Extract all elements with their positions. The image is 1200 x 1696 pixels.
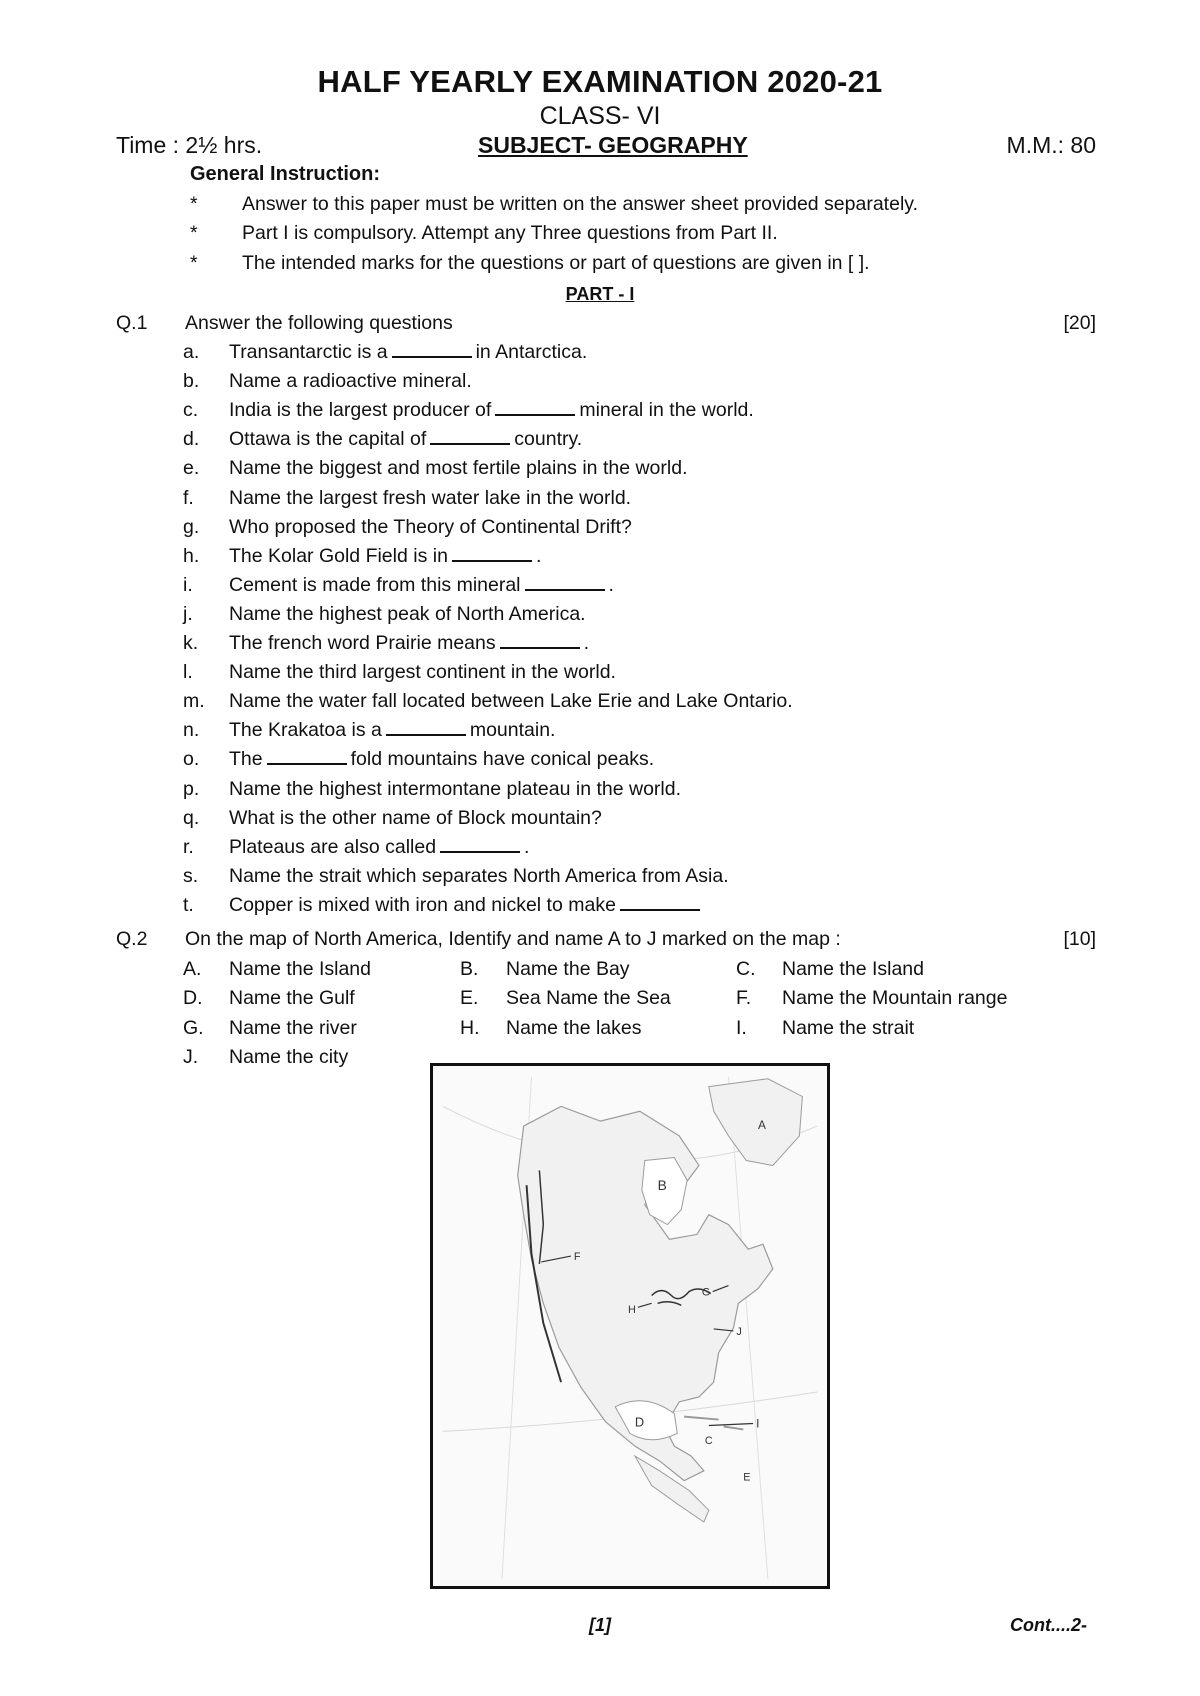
item-letter: I. [736,1016,747,1039]
fill-in-blank [267,749,347,765]
item-text [229,574,614,597]
subject-label: SUBJECT- GEOGRAPHY [478,132,748,158]
question-text: Answer the following questions [185,312,453,334]
item-text-before: Name the water fall located between Lake Erie and Lake Ontario. [229,690,793,713]
item-text-before: India is the largest producer of [229,399,492,422]
fill-in-blank [386,720,466,736]
item-text-before: Name the strait which separates North America from Asia. [229,864,729,887]
caribbean-islands [684,1417,743,1430]
item-letter: j. [183,602,193,625]
item-text: Name the river [229,1016,357,1039]
item-text-after: . [583,632,590,654]
item-text [229,603,586,626]
item-text [229,632,589,655]
item-letter: e. [183,457,200,480]
part-label: PART - I [565,284,635,304]
map-label-j: J [736,1325,742,1338]
item-text: Name the Island [229,958,371,980]
instruction-text: Part I is compulsory. Attempt any Three questions from Part II. [242,222,778,244]
time-allowed: Time : 2½ hrs. [116,132,263,158]
item-letter: b. [183,370,200,393]
item-letter: r. [183,835,194,858]
item-letter: p. [183,777,200,800]
instruction-text: The intended marks for the questions or part of questions are given in [ ]. [242,252,870,274]
item-text [229,428,582,451]
instruction-text: Answer to this paper must be written on the answer sheet provided separately. [242,193,918,215]
class-label: CLASS- VI [539,102,661,130]
map-label-i: I [756,1416,760,1431]
item-letter: H. [460,1016,480,1039]
item-text: Name the Bay [506,958,630,980]
item-text-before: Who proposed the Theory of Continental Drift? [229,515,632,538]
item-text [229,457,688,480]
item-letter: l. [183,661,193,684]
item-text-after: . [608,573,614,596]
item-text-before: Name the largest fresh water lake in the world. [229,486,632,509]
item-letter: J. [183,1045,199,1068]
map-label-c: C [704,1435,713,1448]
item-text-before: Ottawa is the capital of [229,428,427,451]
item-text [229,748,654,771]
item-letter: C. [736,958,756,980]
item-text [229,807,602,830]
fill-in-blank [430,429,510,445]
item-text-before: The Kolar Gold Field is in [229,544,448,567]
map-label-f: F [573,1251,581,1264]
item-text-before: Cement is made from this mineral [229,573,521,596]
item-letter: o. [183,748,200,771]
item-letter: t. [183,893,194,916]
item-text [229,690,793,713]
question-marks: [10] [1063,928,1096,950]
bullet-icon: * [190,222,198,244]
map-label-h: H [628,1304,636,1317]
item-text-after: . [535,544,542,567]
fill-in-blank [525,575,605,591]
question-number: Q.2 [116,928,148,950]
item-letter: g. [183,515,200,538]
item-text-after: . [524,835,530,858]
item-letter: E. [460,987,479,1010]
fill-in-blank [620,895,700,911]
question-marks: [20] [1063,312,1096,334]
map-label-d: D [634,1414,645,1430]
item-text [229,778,681,801]
item-text [229,865,729,888]
item-text-before: Name a radioactive mineral. [229,370,472,393]
question-text: On the map of North America, Identify and name A to J marked on the map : [185,928,841,950]
item-text-before: The [229,748,263,771]
item-letter: A. [183,958,202,980]
exam-title: HALF YEARLY EXAMINATION 2020-21 [317,64,883,99]
item-text-before: Name the highest peak of North America. [229,602,586,625]
greenland-shape [709,1079,803,1166]
general-instruction-label: General Instruction: [190,163,381,185]
continued-label: Cont....2- [1010,1615,1087,1635]
item-text-before: Name the third largest continent in the world. [229,661,616,684]
fill-in-blank [500,633,580,649]
max-marks: M.M.: 80 [1006,132,1096,158]
item-text-before: The french word Prairie means [229,632,496,654]
item-text: Name the city [229,1045,349,1068]
item-text [229,399,754,422]
item-text-after: country. [514,428,583,451]
map-label-e: E [743,1471,751,1484]
item-text-after: mineral in the world. [579,399,754,422]
item-text-before: Name the highest intermontane plateau in the world. [229,777,682,800]
item-text [229,719,555,742]
item-text: Sea Name the Sea [506,987,671,1010]
map-label-g: G [701,1286,711,1299]
question-1-header [116,312,1096,338]
item-letter: d. [183,428,200,451]
question-number: Q.1 [116,312,148,334]
item-text [229,545,541,568]
item-letter: m. [183,690,205,713]
map-drawing [433,1066,827,1586]
bullet-icon: * [190,193,198,215]
item-text [229,516,632,539]
fill-in-blank [440,837,520,853]
item-text-before: Transantarctic is a [229,341,388,363]
item-letter: a. [183,341,200,363]
item-text: Name the strait [782,1016,915,1039]
item-letter: c. [183,399,199,422]
item-text-before: What is the other name of Block mountain? [229,806,602,829]
item-letter: k. [183,632,199,654]
item-text: Name the Gulf [229,987,355,1010]
question-2-header [116,928,1096,954]
item-letter: i. [183,573,193,596]
item-text [229,487,631,510]
item-text: Name the Island [782,958,924,980]
item-text-after: fold mountains have conical peaks. [350,748,655,771]
item-text-before: Plateaus are also called [229,835,437,858]
item-text [229,370,472,393]
item-text [229,661,616,684]
item-letter: n. [183,719,200,742]
map-label-a: A [758,1118,766,1132]
fill-in-blank [495,400,575,416]
item-text [229,894,704,917]
item-text [229,341,587,364]
item-text [229,836,529,859]
bullet-icon: * [190,252,198,274]
page-number: [1] [589,1615,611,1635]
item-letter: f. [183,486,194,509]
item-letter: D. [183,987,203,1010]
item-text: Name the Mountain range [782,987,1008,1010]
item-text: Name the lakes [506,1016,642,1039]
item-letter: G. [183,1016,204,1039]
north-america-map [430,1063,830,1589]
fill-in-blank [452,546,532,562]
item-text-before: Copper is mixed with iron and nickel to make [229,893,616,916]
item-letter: B. [460,958,479,980]
item-letter: s. [183,864,199,887]
item-text-after: in Antarctica. [475,341,588,363]
item-letter: h. [183,544,200,567]
map-label-b: B [657,1178,667,1194]
item-letter: F. [736,987,752,1010]
item-letter: q. [183,806,200,829]
item-text-after: mountain. [469,719,556,742]
fill-in-blank [392,342,472,358]
item-text-before: The Krakatoa is a [229,719,382,742]
header-row [116,132,1096,164]
item-text-before: Name the biggest and most fertile plains in the world. [229,457,688,480]
